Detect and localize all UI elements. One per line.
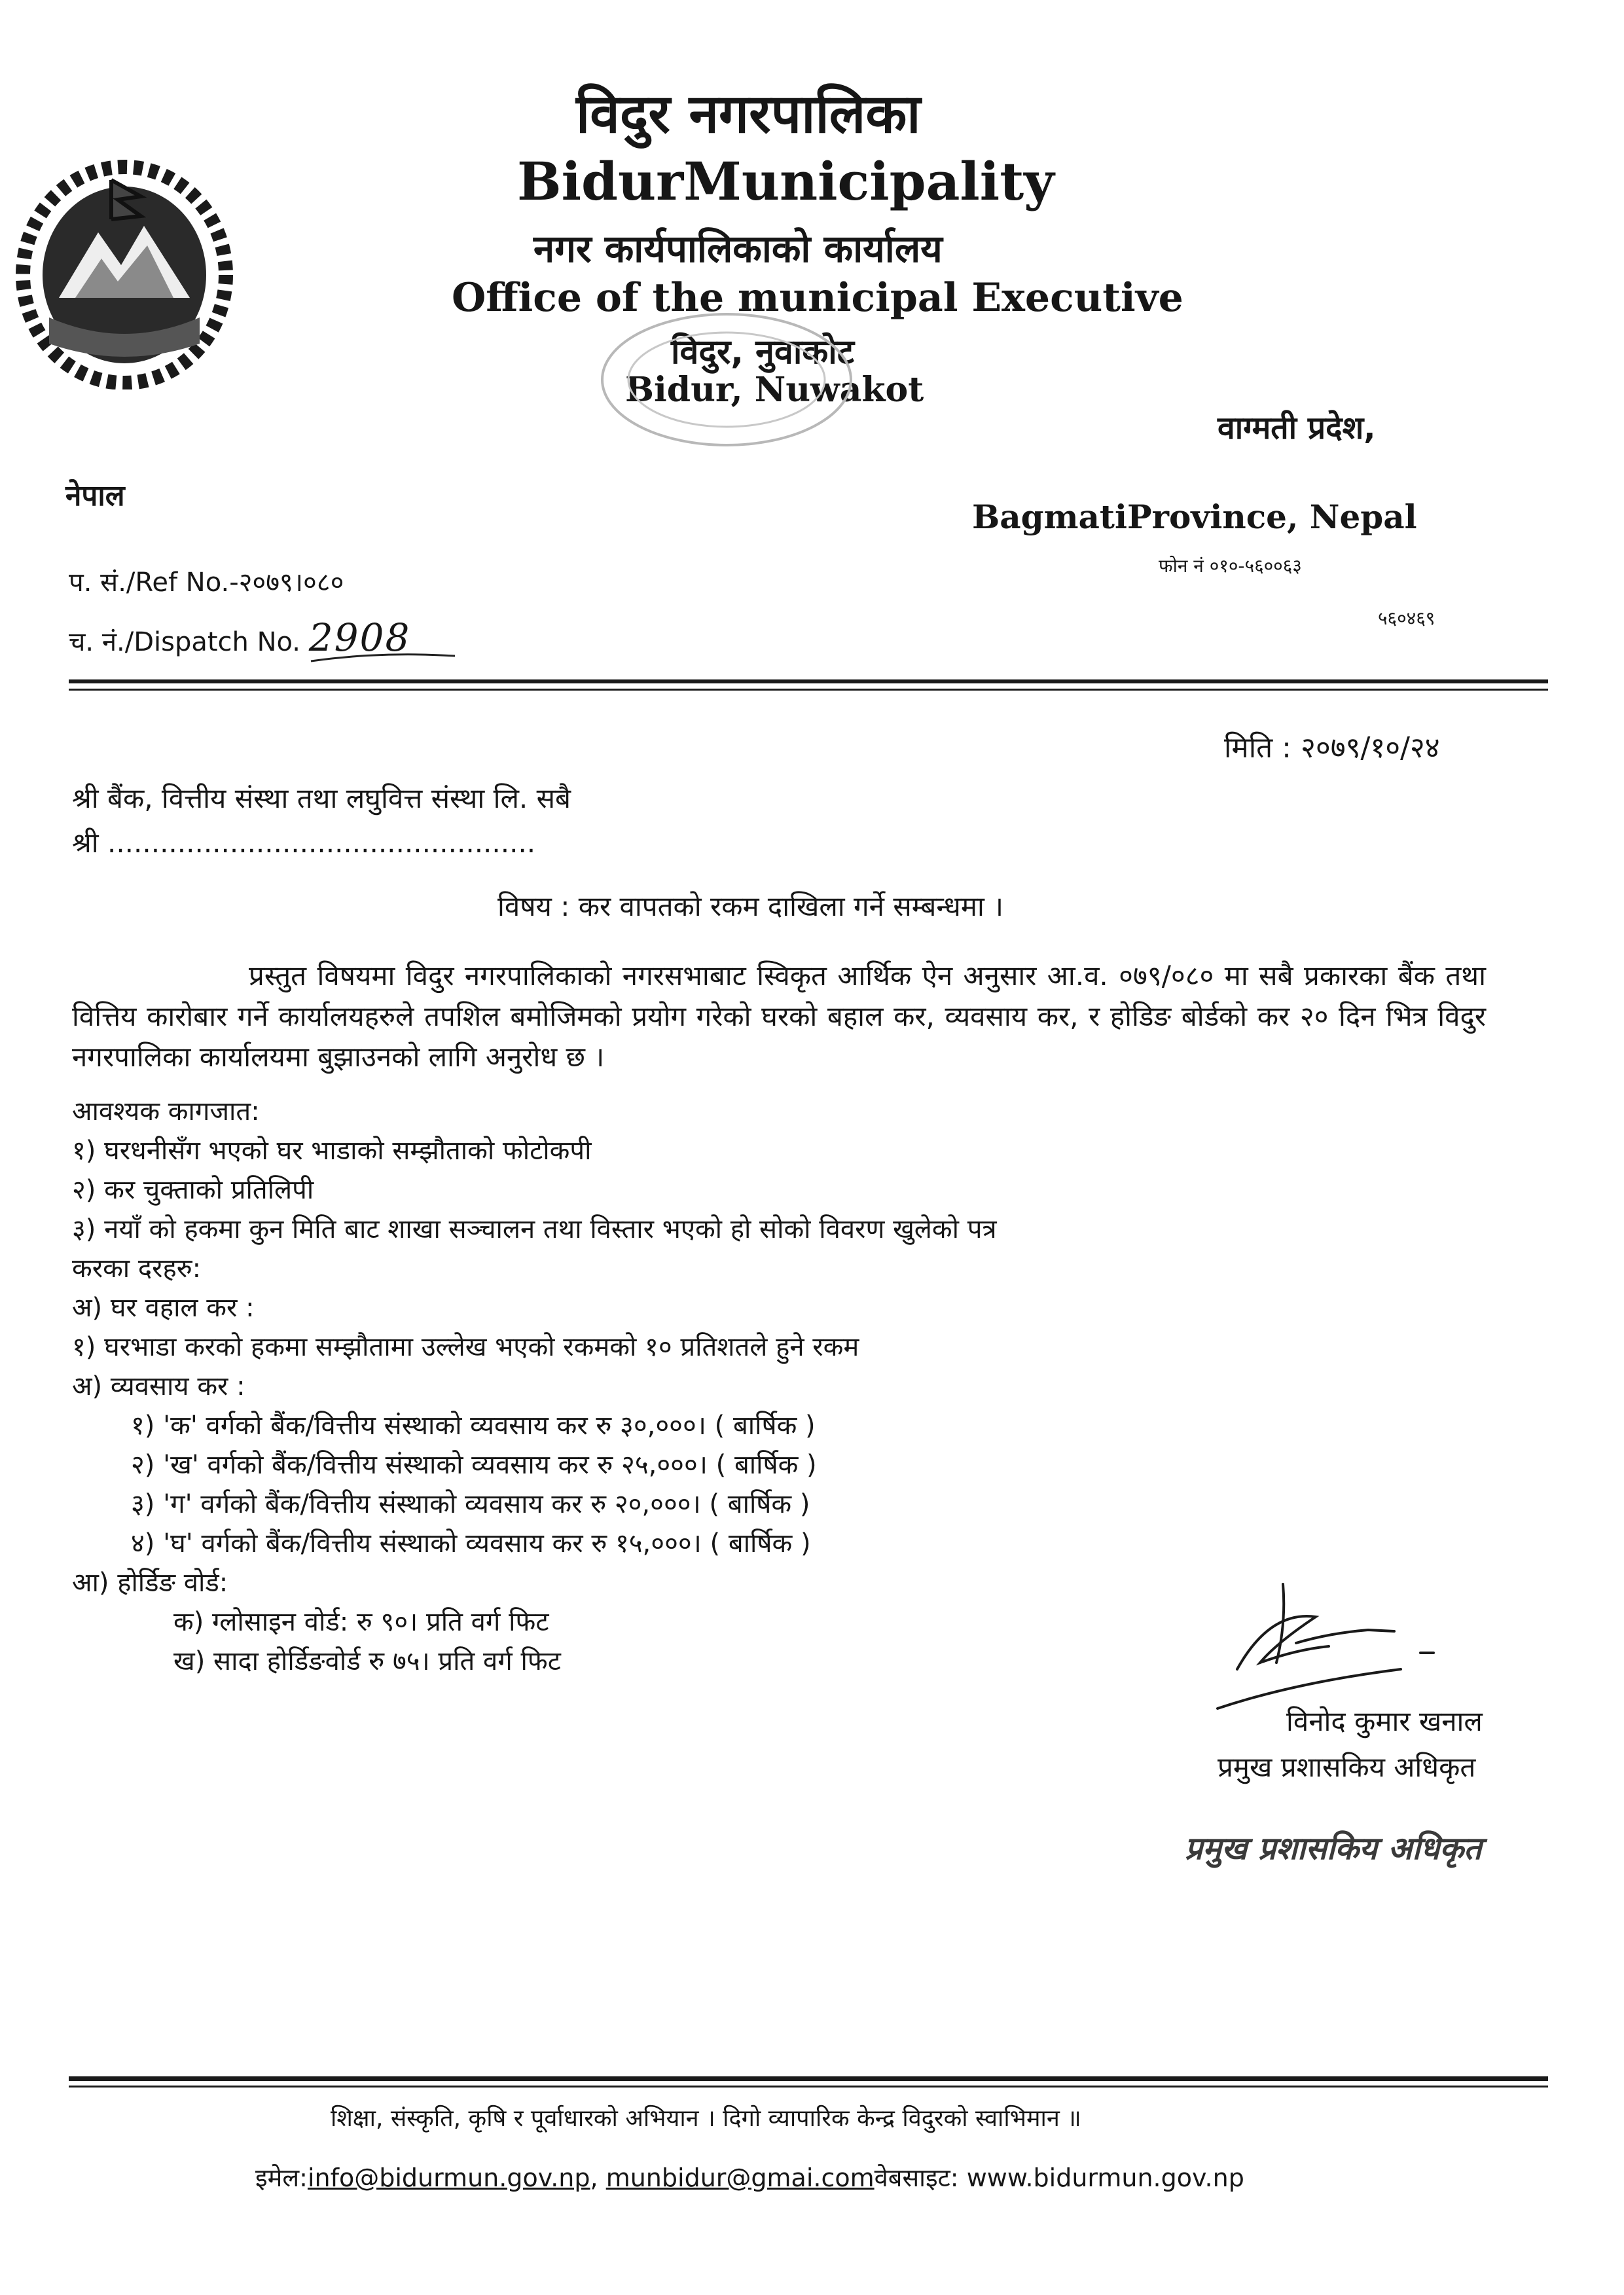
website-link[interactable]: www.bidurmun.gov.np	[966, 2163, 1244, 2192]
business-tax-heading: अ) व्यवसाय कर :	[72, 1371, 245, 1401]
business-tax-item: १) 'क' वर्गको बैंक/वित्तीय संस्थाको व्यवसाय कर रु ३०,०००। ( बार्षिक )	[131, 1411, 816, 1441]
dispatch-number-handwritten: 2908	[308, 615, 411, 660]
handwritten-signature	[1198, 1571, 1473, 1722]
phone-number: फोन नं ०१०-५६००६३	[1159, 555, 1302, 577]
municipality-name-en: BidurMunicipality	[517, 151, 1055, 212]
dispatch-underline-stroke	[308, 648, 458, 668]
footer-motto: शिक्षा, संस्कृति, कृषि र पूर्वाधारको अभियान । दिगो व्यापारिक केन्द्र विदुरको स्वाभिमान ॥	[331, 2105, 1081, 2132]
house-rent-tax-item: १) घरभाडा करको हकमा सम्झौतामा उल्लेख भएको रकमको १० प्रतिशतले हुने रकम	[72, 1332, 859, 1362]
city-np: विदुर, नुवाकोट	[671, 333, 854, 372]
email-link-info[interactable]: info@bidurmun.gov.np	[307, 2163, 590, 2192]
country-np: नेपाल	[65, 479, 125, 513]
reference-number: प. सं./Ref No.-२०७९।०८०	[69, 568, 344, 598]
footer-rule-thin	[69, 2086, 1548, 2087]
business-tax-item: ४) 'घ' वर्गको बैंक/वित्तीय संस्थाको व्यवसाय कर रु १५,०००। ( बार्षिक )	[131, 1528, 811, 1559]
designation-stamp: प्रमुख प्रशासकिय अधिकृत	[1185, 1830, 1482, 1867]
hoarding-board-item: क) ग्लोसाइन वोर्ड: रु ९०। प्रति वर्ग फिट	[173, 1607, 549, 1637]
municipality-emblem	[13, 154, 236, 389]
province-np: वाग्मती प्रदेश,	[1218, 410, 1376, 446]
addressee-line-1: श्री बैंक, वित्तीय संस्था तथा लघुवित्त संस्था लि. सबै	[72, 782, 571, 814]
letter-date: मिति : २०७९/१०/२४	[1224, 731, 1440, 765]
footer-rule-thick	[69, 2076, 1548, 2081]
header-rule-thick	[69, 679, 1548, 683]
required-docs-heading: आवश्यक कागजात:	[72, 1096, 260, 1127]
website-label: वेबसाइट:	[874, 2163, 959, 2192]
municipality-name-np: विदुर नगरपालिका	[576, 83, 921, 145]
signatory-title: प्रमुख प्रशासकिय अधिकृत	[1218, 1751, 1476, 1783]
dispatch-label: च. नं./Dispatch No.	[69, 627, 301, 657]
city-en: Bidur, Nuwakot	[625, 370, 924, 410]
hoarding-board-heading: आ) होर्डिङ वोर्ड:	[72, 1568, 228, 1598]
required-doc-item: १) घरधनीसँग भएको घर भाडाको सम्झौताको फोटोकपी	[72, 1136, 592, 1166]
addressee-line-2: श्री .................................................	[72, 827, 536, 859]
business-tax-item: ३) 'ग' वर्गको बैंक/वित्तीय संस्थाको व्यवसाय कर रु २०,०००। ( बार्षिक )	[131, 1489, 810, 1519]
office-seal-stamp	[589, 301, 864, 458]
signatory-name: विनोद कुमार खनाल	[1286, 1705, 1483, 1737]
required-doc-item: २) कर चुक्ताको प्रतिलिपी	[72, 1175, 314, 1205]
house-rent-tax-heading: अ) घर वहाल कर :	[72, 1293, 255, 1323]
business-tax-item: २) 'ख' वर्गको बैंक/वित्तीय संस्थाको व्यवसाय कर रु २५,०००। ( बार्षिक )	[131, 1450, 817, 1480]
footer-contact: इमेल:info@bidurmun.gov.np, munbidur@gmai.comवेबसाइट: www.bidurmun.gov.np	[255, 2163, 1244, 2192]
letter-subject: विषय : कर वापतको रकम दाखिला गर्ने सम्बन्धमा ।	[497, 890, 1004, 922]
office-name-np: नगर कार्यपालिकाको कार्यालय	[533, 226, 943, 271]
province-en: BagmatiProvince, Nepal	[972, 497, 1417, 536]
email-label: इमेल:	[255, 2163, 308, 2192]
phone-number-secondary: ५६०४६९	[1378, 607, 1435, 629]
tax-rates-heading: करका दरहरु:	[72, 1254, 202, 1284]
required-doc-item: ३) नयाँ को हकमा कुन मिति बाट शाखा सञ्चालन तथा विस्तार भएको हो सोको विवरण खुलेको पत्र	[72, 1214, 997, 1244]
email-link-munbidur[interactable]: munbidur@gmai.com	[605, 2163, 875, 2192]
letter-paragraph: प्रस्तुत विषयमा विदुर नगरपालिकाको नगरसभाबाट स्विकृत आर्थिक ऐन अनुसार आ.व. ०७९/०८० मा सबै प्रकारका बैंक तथा वित्तिय कारोबार गर्ने कार्यालयहरुले तपशिल बमोजिमको प्रयोग गरेको घरको बहाल कर, व्यवसाय कर, र होडिङ बोर्डको कर २० दिन भित्र विदुर नगरपालिका कार्यालयमा बुझाउनको लागि अनुरोध छ ।	[72, 960, 1486, 1073]
header-rule-thin	[69, 689, 1548, 691]
hoarding-board-item: ख) सादा होर्डिङवोर्ड रु ७५। प्रति वर्ग फिट	[173, 1646, 561, 1676]
office-name-en: Office of the municipal Executive	[452, 275, 1183, 321]
